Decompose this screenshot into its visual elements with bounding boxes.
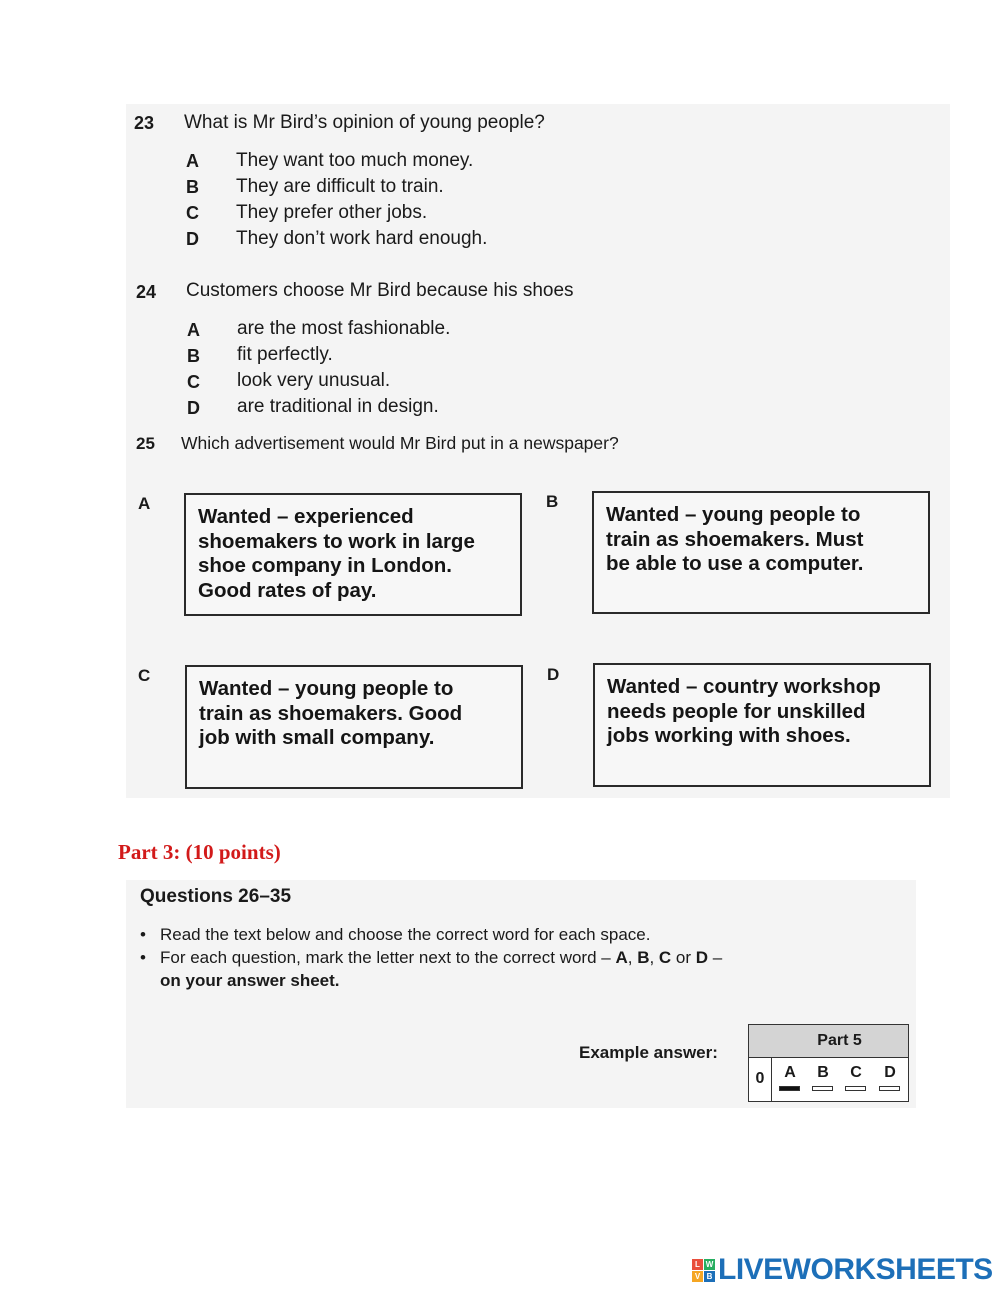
question-23-text: What is Mr Bird’s opinion of young people? <box>184 112 545 133</box>
question-24-option-b-text[interactable]: fit perfectly. <box>237 344 333 365</box>
instruction-2-comma-2: , <box>649 948 659 967</box>
bullet-1: • <box>140 925 146 944</box>
question-24-option-c-text[interactable]: look very unusual. <box>237 370 391 391</box>
instruction-2-dash: – <box>708 948 723 967</box>
question-23-option-a-text[interactable]: They want too much money. <box>236 150 474 171</box>
logo-icon-tile-4: B <box>704 1271 715 1282</box>
instruction-2-letter-d: D <box>695 948 709 967</box>
bullet-2: • <box>140 948 146 967</box>
example-answer-label: Example answer: <box>579 1043 718 1062</box>
example-row-number: 0 <box>749 1057 772 1101</box>
question-23-option-c-letter[interactable]: C <box>186 203 199 223</box>
advert-d-box[interactable] <box>593 663 931 787</box>
advert-b-line-3: be able to use a computer. <box>606 552 864 575</box>
question-23-option-d-text[interactable]: They don’t work hard enough. <box>236 228 488 249</box>
instruction-2-comma-1: , <box>627 948 638 967</box>
example-choice-a-label: A <box>784 1064 796 1081</box>
liveworksheets-logo-text: LIVEWORKSHEETS <box>718 1253 993 1286</box>
question-25-text: Which advertisement would Mr Bird put in a newspaper? <box>181 433 619 453</box>
question-24-option-a-text[interactable]: are the most fashionable. <box>237 318 451 339</box>
instruction-2-letter-a: A <box>615 948 628 967</box>
example-table-header <box>749 1025 908 1058</box>
example-table-header-text: Part 5 <box>817 1032 862 1049</box>
advert-b-line-2: train as shoemakers. Must <box>606 527 864 551</box>
logo-icon-tile-2: W <box>705 1259 714 1269</box>
advert-a-line-3: shoe company in London. <box>198 554 452 577</box>
example-choice-a-mark <box>779 1086 800 1091</box>
instruction-2-text: For each question, mark the letter next to the correct word – <box>160 948 616 967</box>
instruction-2-letter-c: C <box>658 948 672 967</box>
example-choice-d-mark <box>879 1086 900 1091</box>
liveworksheets-logo-icon <box>692 1259 715 1282</box>
advert-b-line-1: Wanted – young people to <box>606 503 861 526</box>
advert-c-line-2: train as shoemakers. Good <box>199 701 463 725</box>
advert-b-box[interactable] <box>592 491 930 614</box>
advert-a-letter[interactable]: A <box>138 494 151 513</box>
advert-a-box[interactable] <box>184 493 522 616</box>
advert-d-line-1: Wanted – country workshop <box>607 675 881 698</box>
advert-a-line-4: Good rates of pay. <box>198 578 377 602</box>
question-23-option-b-text[interactable]: They are difficult to train. <box>236 176 444 197</box>
advert-a-line-1: Wanted – experienced <box>198 505 414 528</box>
question-24-text: Customers choose Mr Bird because his shoes <box>186 280 574 301</box>
example-choice-b-mark <box>812 1086 833 1091</box>
example-answer-table <box>748 1024 909 1102</box>
instruction-2-or: or <box>671 948 696 967</box>
example-choice-c-label: C <box>850 1064 862 1081</box>
example-choice-b-label: B <box>817 1064 829 1081</box>
questions-26-35-heading: Questions 26–35 <box>140 886 292 907</box>
advert-c-line-1: Wanted – young people to <box>199 677 454 700</box>
question-23-option-b-letter[interactable]: B <box>186 177 199 197</box>
question-23-option-a-letter[interactable]: A <box>186 151 199 171</box>
logo-icon-tile-1: L <box>692 1259 703 1270</box>
advert-c-line-3: job with small company. <box>199 726 435 749</box>
liveworksheets-logo[interactable] <box>692 1253 993 1287</box>
question-23-option-c-text[interactable]: They prefer other jobs. <box>236 202 428 223</box>
advert-b-letter[interactable]: B <box>546 492 559 511</box>
advert-d-line-3: jobs working with shoes. <box>607 724 851 747</box>
question-24-option-c-letter[interactable]: C <box>187 372 200 392</box>
advert-d-line-2: needs people for unskilled <box>607 699 866 723</box>
example-choice-d-label: D <box>884 1064 896 1081</box>
question-24-option-b-letter[interactable]: B <box>187 346 200 366</box>
advert-a-line-2: shoemakers to work in large <box>198 529 475 553</box>
logo-icon-tile-3: V <box>692 1271 703 1282</box>
advert-c-letter[interactable]: C <box>138 666 151 685</box>
question-23-number: 23 <box>134 113 155 133</box>
advert-d-letter[interactable]: D <box>547 665 560 684</box>
question-24-number: 24 <box>136 282 157 302</box>
question-24-option-d-letter[interactable]: D <box>187 398 200 418</box>
question-24-option-a-letter[interactable]: A <box>187 320 200 340</box>
advert-c-box[interactable] <box>185 665 523 789</box>
question-24-option-d-text[interactable]: are traditional in design. <box>237 396 439 417</box>
instruction-1: Read the text below and choose the correct word for each space. <box>160 925 651 944</box>
instruction-2-end: on your answer sheet. <box>160 971 340 990</box>
example-choice-c-mark <box>845 1086 866 1091</box>
part-3-heading: Part 3: (10 points) <box>118 840 281 864</box>
question-25-number: 25 <box>136 434 155 453</box>
question-23-option-d-letter[interactable]: D <box>186 229 199 249</box>
instruction-2-letter-b: B <box>637 948 650 967</box>
instruction-2 <box>160 946 800 992</box>
